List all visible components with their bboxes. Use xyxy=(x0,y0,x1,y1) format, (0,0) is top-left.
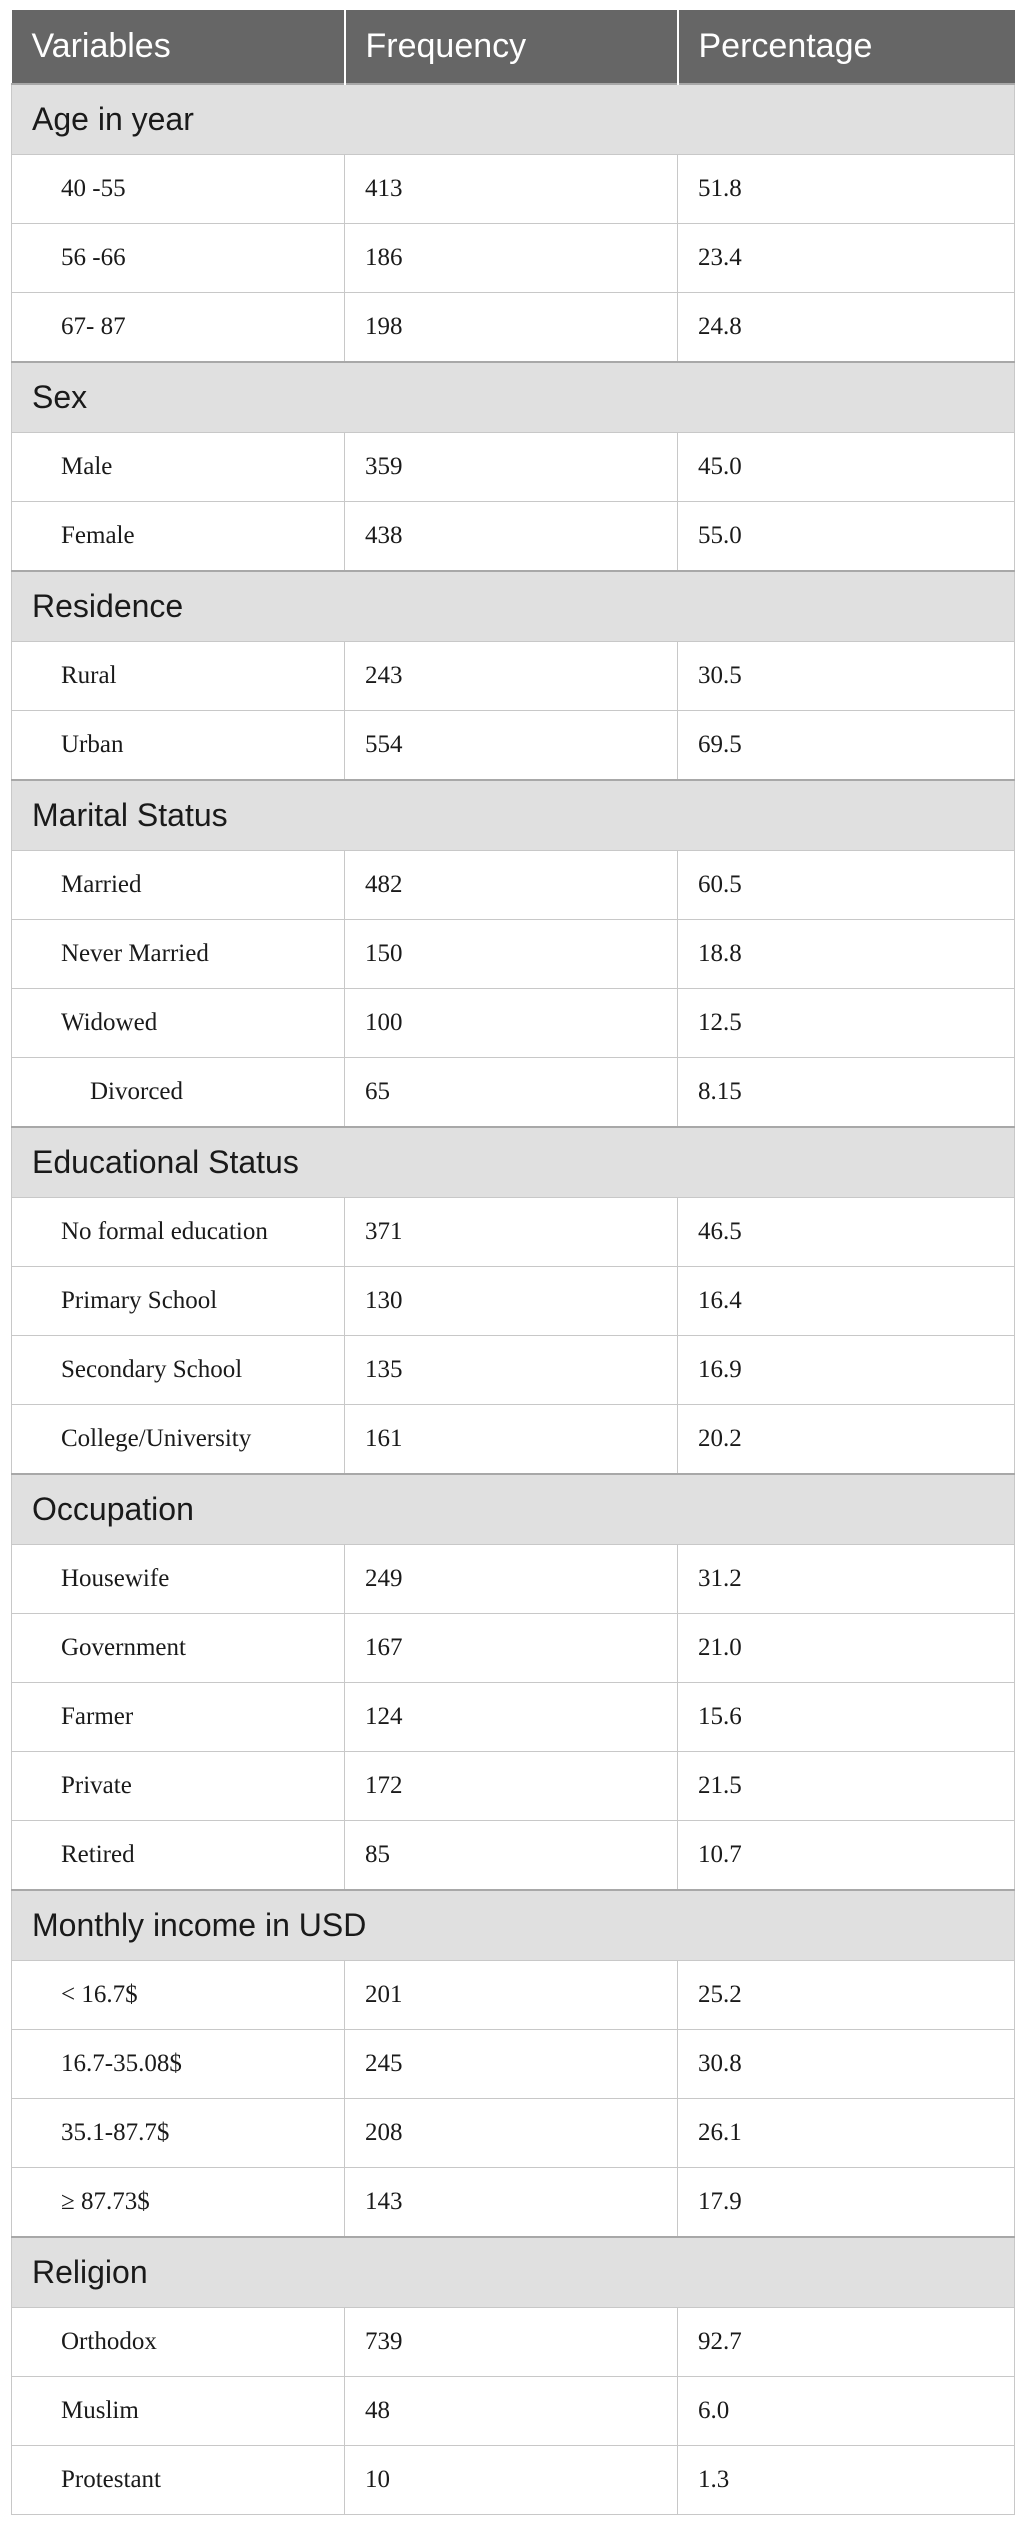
table-row xyxy=(12,2030,1015,2099)
header-row xyxy=(12,10,1015,84)
section-row xyxy=(12,780,1015,851)
variable-cell: Housewife xyxy=(12,1545,345,1614)
percentage-cell: 69.5 xyxy=(678,711,1015,781)
percentage-cell: 46.5 xyxy=(678,1198,1015,1267)
variable-cell: Muslim xyxy=(12,2377,345,2446)
section-row xyxy=(12,1127,1015,1198)
frequency-cell: 482 xyxy=(345,851,678,920)
frequency-cell: 85 xyxy=(345,1821,678,1891)
section-title: Monthly income in USD xyxy=(12,1890,1015,1961)
frequency-cell: 739 xyxy=(345,2308,678,2377)
percentage-cell: 51.8 xyxy=(678,155,1015,224)
section-title: Sex xyxy=(12,362,1015,433)
frequency-cell: 48 xyxy=(345,2377,678,2446)
variable-cell: Protestant xyxy=(12,2446,345,2515)
percentage-cell: 8.15 xyxy=(678,1058,1015,1128)
percentage-cell: 30.5 xyxy=(678,642,1015,711)
percentage-cell: 1.3 xyxy=(678,2446,1015,2515)
percentage-cell: 10.7 xyxy=(678,1821,1015,1891)
variable-cell: Divorced xyxy=(12,1058,345,1128)
percentage-cell: 6.0 xyxy=(678,2377,1015,2446)
percentage-cell: 15.6 xyxy=(678,1683,1015,1752)
section-row xyxy=(12,1474,1015,1545)
percentage-cell: 26.1 xyxy=(678,2099,1015,2168)
header-percentage: Percentage xyxy=(678,10,1015,84)
frequency-cell: 161 xyxy=(345,1405,678,1475)
table-row xyxy=(12,1058,1015,1128)
table-row xyxy=(12,1961,1015,2030)
percentage-cell: 16.4 xyxy=(678,1267,1015,1336)
frequency-cell: 130 xyxy=(345,1267,678,1336)
percentage-cell: 20.2 xyxy=(678,1405,1015,1475)
variable-cell: Orthodox xyxy=(12,2308,345,2377)
frequency-cell: 186 xyxy=(345,224,678,293)
table-body xyxy=(12,84,1015,2515)
table-row xyxy=(12,1198,1015,1267)
variable-cell: Married xyxy=(12,851,345,920)
frequency-cell: 167 xyxy=(345,1614,678,1683)
variable-cell: Widowed xyxy=(12,989,345,1058)
percentage-cell: 21.0 xyxy=(678,1614,1015,1683)
variable-cell: 40 -55 xyxy=(12,155,345,224)
header-frequency: Frequency xyxy=(345,10,678,84)
table-row xyxy=(12,1267,1015,1336)
percentage-cell: 23.4 xyxy=(678,224,1015,293)
variable-cell: Male xyxy=(12,433,345,502)
variable-cell: Government xyxy=(12,1614,345,1683)
variable-cell: Never Married xyxy=(12,920,345,989)
table-row xyxy=(12,224,1015,293)
percentage-cell: 55.0 xyxy=(678,502,1015,572)
frequency-cell: 124 xyxy=(345,1683,678,1752)
table-row xyxy=(12,1821,1015,1891)
table-row xyxy=(12,920,1015,989)
section-title: Occupation xyxy=(12,1474,1015,1545)
percentage-cell: 30.8 xyxy=(678,2030,1015,2099)
section-title: Marital Status xyxy=(12,780,1015,851)
variable-cell: College/University xyxy=(12,1405,345,1475)
table-row xyxy=(12,1405,1015,1475)
table-row xyxy=(12,1614,1015,1683)
variable-cell: 35.1-87.7$ xyxy=(12,2099,345,2168)
percentage-cell: 16.9 xyxy=(678,1336,1015,1405)
frequency-cell: 65 xyxy=(345,1058,678,1128)
table-row xyxy=(12,642,1015,711)
variable-cell: Female xyxy=(12,502,345,572)
table-row xyxy=(12,989,1015,1058)
table-row xyxy=(12,711,1015,781)
table-row xyxy=(12,155,1015,224)
table-row xyxy=(12,2446,1015,2515)
table-row xyxy=(12,2099,1015,2168)
variable-cell: Secondary School xyxy=(12,1336,345,1405)
frequency-cell: 10 xyxy=(345,2446,678,2515)
table-row xyxy=(12,1752,1015,1821)
frequency-cell: 150 xyxy=(345,920,678,989)
frequency-cell: 198 xyxy=(345,293,678,363)
table-row xyxy=(12,2168,1015,2238)
frequency-cell: 438 xyxy=(345,502,678,572)
table-row xyxy=(12,851,1015,920)
variable-cell: Retired xyxy=(12,1821,345,1891)
variable-cell: Urban xyxy=(12,711,345,781)
section-title: Age in year xyxy=(12,84,1015,155)
percentage-cell: 21.5 xyxy=(678,1752,1015,1821)
percentage-cell: 25.2 xyxy=(678,1961,1015,2030)
frequency-cell: 245 xyxy=(345,2030,678,2099)
table-row xyxy=(12,1545,1015,1614)
variable-cell: < 16.7$ xyxy=(12,1961,345,2030)
section-row xyxy=(12,84,1015,155)
percentage-cell: 31.2 xyxy=(678,1545,1015,1614)
table-row xyxy=(12,1336,1015,1405)
section-title: Educational Status xyxy=(12,1127,1015,1198)
frequency-cell: 201 xyxy=(345,1961,678,2030)
variable-cell: 56 -66 xyxy=(12,224,345,293)
variable-cell: Rural xyxy=(12,642,345,711)
demographics-table xyxy=(11,10,1015,2515)
section-row xyxy=(12,362,1015,433)
percentage-cell: 92.7 xyxy=(678,2308,1015,2377)
frequency-cell: 143 xyxy=(345,2168,678,2238)
percentage-cell: 12.5 xyxy=(678,989,1015,1058)
section-row xyxy=(12,1890,1015,1961)
variable-cell: 16.7-35.08$ xyxy=(12,2030,345,2099)
frequency-cell: 243 xyxy=(345,642,678,711)
frequency-cell: 100 xyxy=(345,989,678,1058)
section-title: Religion xyxy=(12,2237,1015,2308)
variable-cell: Primary School xyxy=(12,1267,345,1336)
table-row xyxy=(12,433,1015,502)
frequency-cell: 359 xyxy=(345,433,678,502)
table-row xyxy=(12,2377,1015,2446)
percentage-cell: 24.8 xyxy=(678,293,1015,363)
variable-cell: 67- 87 xyxy=(12,293,345,363)
table-row xyxy=(12,502,1015,572)
frequency-cell: 249 xyxy=(345,1545,678,1614)
table-row xyxy=(12,2308,1015,2377)
table-row xyxy=(12,293,1015,363)
percentage-cell: 45.0 xyxy=(678,433,1015,502)
section-row xyxy=(12,571,1015,642)
section-title: Residence xyxy=(12,571,1015,642)
table-row xyxy=(12,1683,1015,1752)
header-variables: Variables xyxy=(12,10,345,84)
frequency-cell: 554 xyxy=(345,711,678,781)
frequency-cell: 371 xyxy=(345,1198,678,1267)
section-row xyxy=(12,2237,1015,2308)
variable-cell: Farmer xyxy=(12,1683,345,1752)
variable-cell: ≥ 87.73$ xyxy=(12,2168,345,2238)
frequency-cell: 208 xyxy=(345,2099,678,2168)
percentage-cell: 18.8 xyxy=(678,920,1015,989)
percentage-cell: 60.5 xyxy=(678,851,1015,920)
variable-cell: Private xyxy=(12,1752,345,1821)
percentage-cell: 17.9 xyxy=(678,2168,1015,2238)
variable-cell: No formal education xyxy=(12,1198,345,1267)
frequency-cell: 135 xyxy=(345,1336,678,1405)
frequency-cell: 413 xyxy=(345,155,678,224)
frequency-cell: 172 xyxy=(345,1752,678,1821)
